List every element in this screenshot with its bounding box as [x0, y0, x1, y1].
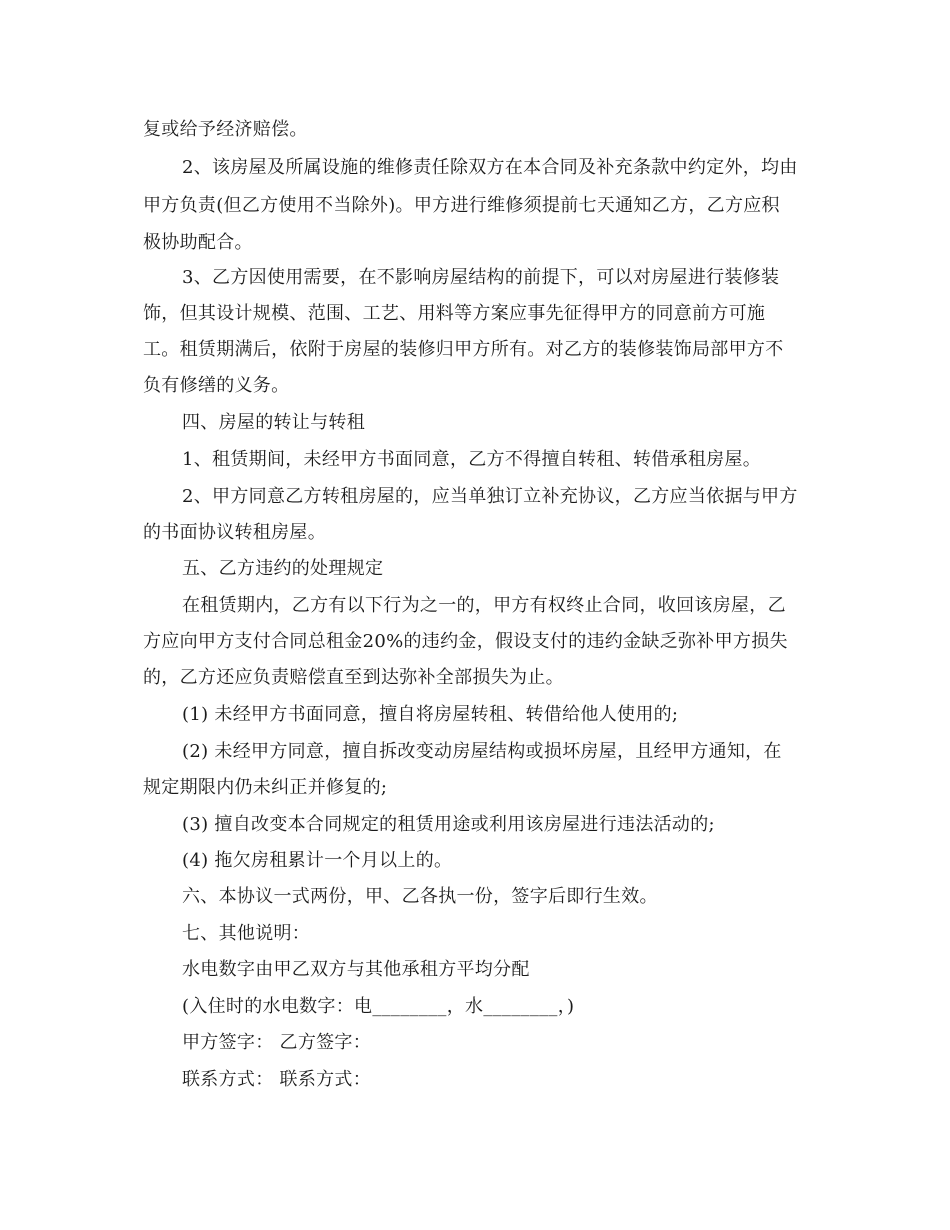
list-item: (1) 未经甲方书面同意，擅自将房屋转租、转借给他人使用的;	[182, 704, 679, 725]
section-heading: 四、房屋的转让与转租	[182, 412, 365, 433]
paragraph-line: 的书面协议转租房屋。	[143, 522, 326, 543]
list-item: (4) 拖欠房租累计一个月以上的。	[182, 850, 453, 871]
paragraph-line: 2、该房屋及所属设施的维修责任除双方在本合同及补充条款中约定外，均由	[182, 157, 798, 178]
list-item: (3) 擅自改变本合同规定的租赁用途或利用该房屋进行违法活动的;	[182, 814, 715, 835]
list-item: 规定期限内仍未纠正并修复的;	[143, 777, 388, 798]
paragraph-line: 水电数字由甲乙双方与其他承租方平均分配	[182, 959, 530, 980]
contact-line: 联系方式： 联系方式：	[182, 1069, 372, 1090]
paragraph-line: 在租赁期内，乙方有以下行为之一的，甲方有权终止合同，收回该房屋，乙	[182, 595, 786, 616]
signature-line: 甲方签字： 乙方签字：	[182, 1032, 372, 1053]
paragraph-line: 负有修缮的义务。	[143, 375, 290, 396]
paragraph-line: 3、乙方因使用需要，在不影响房屋结构的前提下，可以对房屋进行装修装	[182, 267, 780, 288]
paragraph-line: 的，乙方还应负责赔偿直至到达弥补全部损失为止。	[143, 667, 564, 688]
meter-reading-line: (入住时的水电数字：电________，水________，)	[182, 996, 575, 1017]
paragraph-line: 2、甲方同意乙方转租房屋的，应当单独订立补充协议，乙方应当依据与甲方	[182, 486, 798, 507]
paragraph-line: 甲方负责(但乙方使用不当除外)。甲方进行维修须提前七天通知乙方，乙方应积	[143, 195, 780, 216]
paragraph-line: 工。租赁期满后，依附于房屋的装修归甲方所有。对乙方的装修装饰局部甲方不	[143, 339, 784, 360]
list-item: (2) 未经甲方同意，擅自拆改变动房屋结构或损坏房屋，且经甲方通知，在	[182, 741, 782, 762]
paragraph-line: 方应向甲方支付合同总租金20%的违约金，假设支付的违约金缺乏弥补甲方损失	[143, 631, 788, 652]
section-heading: 五、乙方违约的处理规定	[182, 558, 384, 579]
paragraph-line: 复或给予经济赔偿。	[143, 119, 308, 140]
section-heading: 六、本协议一式两份，甲、乙各执一份，签字后即行生效。	[182, 886, 658, 907]
paragraph-line: 极协助配合。	[143, 232, 253, 253]
paragraph-line: 1、租赁期间，未经甲方书面同意，乙方不得擅自转租、转借承租房屋。	[182, 449, 762, 470]
paragraph-line: 饰，但其设计规模、范围、工艺、用料等方案应事先征得甲方的同意前方可施	[143, 303, 766, 324]
section-heading: 七、其他说明：	[182, 923, 311, 944]
